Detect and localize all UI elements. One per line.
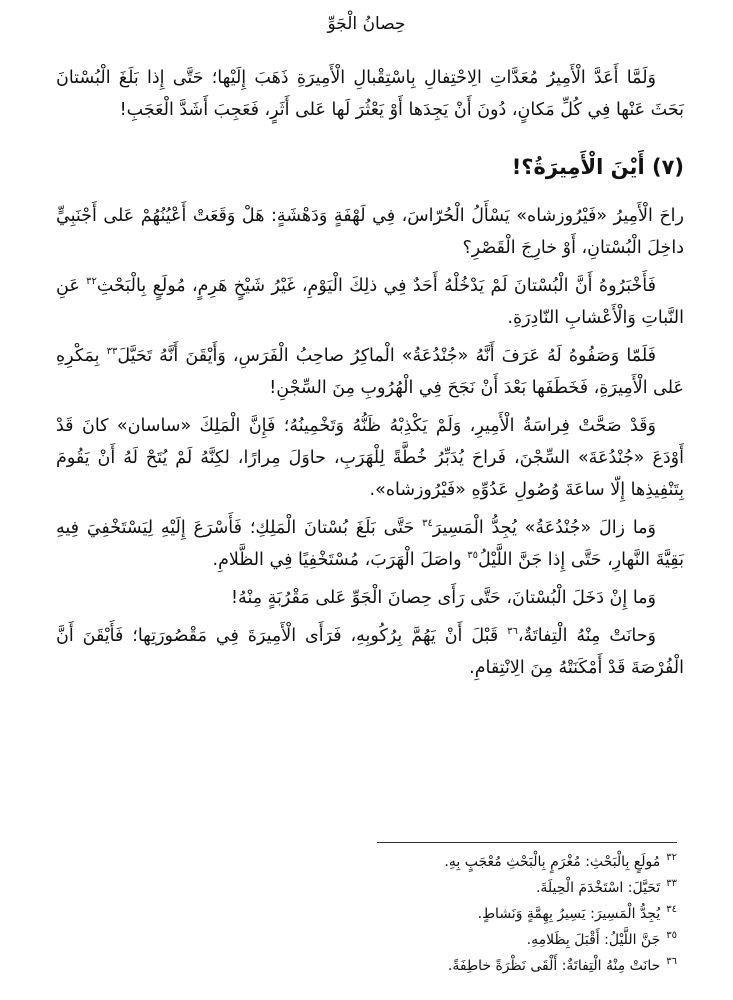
footnote-item: ٣٢مُولَعٍ بِالْبَحْثِ: مُغْرَمٍ بِالْبَحْثِ مُعْجَبٍ بِهِ. bbox=[444, 852, 677, 870]
paragraph-text: واصَلَ الْهَرَبَ، مُسْتَخْفِيًا فِي الظَّلامِ. bbox=[212, 550, 462, 570]
footnote-marker[interactable]: ٣٥ bbox=[467, 550, 478, 562]
paragraph bbox=[56, 62, 684, 126]
paragraph-text: بِمَكْرِهِ عَلى الْأَمِيرَةِ، فَخَطَفَها بَعْدَ أَنْ نَجَحَ فِي الْهُرُوبِ مِنَ السِّجْنِ! bbox=[56, 346, 684, 398]
paragraph-text: فَأَخْبَرُوهُ أَنَّ الْبُسْتانَ لَمْ يَدْخُلْهُ أَحَدٌ فِي ذلِكَ الْيَوْمِ، غَيْرُ شَيْخٍ هَرِمٍ، مُولَعٍ بِالْبَحْثِ bbox=[96, 276, 656, 296]
footnote-item: ٣٣تَحَيَّلَ: اسْتَخْدَمَ الْحِيلَةَ. bbox=[535, 878, 677, 896]
footnote-marker[interactable]: ٣٢ bbox=[86, 276, 97, 288]
paragraph-text: وَقَدْ صَحَّتْ فِراسَةُ الْأَمِيرِ، وَلَمْ يَكْذِبْهُ ظَنُّهُ وَتَخْمِينُهُ؛ فَإِنَّ الْمَلِكَ «ساسان» كانَ قَدْ أَوْدَعَ «جُنْدُعَةَ» السِّجْنَ، فَراحَ يُدَبِّرُ خُطَّةً لِلْهَرَبِ، حاوَلَ مِرارًا، لكِنَّهُ لَمْ يُتَحْ لَهُ أَنْ يَقُومَ بِتَنْفِيذِها إِلّا ساعَةَ وُصُولِ عَدُوِّهِ «فَيْرُوزشاه». bbox=[56, 416, 684, 500]
footnote-text: مُولَعٍ بِالْبَحْثِ: مُغْرَمٍ بِالْبَحْثِ مُعْجَبٍ بِهِ. bbox=[444, 854, 661, 870]
footnote-text: حانَتْ مِنْهُ الْتِفاتَةٌ: أَلْقَى نَظْرَةً خاطِفَةً. bbox=[447, 958, 661, 974]
footnote-divider bbox=[377, 842, 677, 843]
paragraph bbox=[56, 270, 684, 334]
paragraph-text: حَتَّى بَلَغَ بُسْتانَ الْمَلِكِ؛ فَأَسْرَعَ إِلَيْهِ لِيَسْتَخْفِيَ فِيهِ بَقِيَّةَ النَّهارِ، حَتَّى إِذا جَنَّ اللَّيْلُ bbox=[56, 518, 684, 570]
paragraph bbox=[56, 512, 684, 576]
footnote-marker[interactable]: ٣٦ bbox=[507, 626, 518, 638]
paragraph-text: وَما زالَ «جُنْدُعَةُ» يُجِدُّ الْمَسِيرَ bbox=[432, 518, 656, 538]
footnote-marker[interactable]: ٣٣ bbox=[106, 346, 118, 358]
footnote-item: ٣٤يُجِدُّ الْمَسِيرَ: يَسِيرُ بِهِمَّةٍ وَنَشاطٍ. bbox=[477, 904, 677, 922]
footnote-marker[interactable]: ٣٤ bbox=[422, 518, 433, 530]
paragraph bbox=[56, 582, 684, 614]
footnote-item: ٣٥جَنَّ اللَّيْلُ: أَقْبَلَ بِظَلامِهِ. bbox=[526, 930, 677, 948]
paragraph-text: فَلَمّا وَصَفُوهُ لَهُ عَرَفَ أَنَّهُ «جُنْدُعَةُ» الْماكِرُ صاحِبُ الْفَرَسِ، وَأَيْقَنَ أَنَّهُ تَحَيَّلَ bbox=[117, 346, 656, 366]
footnote-text: تَحَيَّلَ: اسْتَخْدَمَ الْحِيلَةَ. bbox=[535, 880, 661, 896]
paragraph bbox=[56, 410, 684, 506]
paragraph bbox=[56, 620, 684, 684]
paragraph bbox=[56, 340, 684, 404]
footnote-item: ٣٦حانَتْ مِنْهُ الْتِفاتَةٌ: أَلْقَى نَظْرَةً خاطِفَةً. bbox=[447, 956, 677, 974]
paragraph-text: وَلَمَّا أَعَدَّ الْأَمِيرُ مُعَدَّاتِ الِاحْتِفالِ بِاسْتِقْبالِ الْأَمِيرَةِ ذَهَبَ إِلَيْها؛ حَتَّى إِذا بَلَغَ الْبُسْتانَ بَحَثَ عَنْها فِي كُلِّ مَكانٍ، دُونَ أَنْ يَجِدَها أَوْ يَعْثُرَ لَها عَلى أَثَرٍ، فَعَجِبَ أَشَدَّ الْعَجَبِ! bbox=[56, 68, 684, 120]
footnotes bbox=[377, 842, 677, 979]
paragraph-text: وَما إِنْ دَخَلَ الْبُسْتانَ، حَتَّى رَأَى حِصانَ الْجَوِّ عَلى مَقْرُبَةٍ مِنْهُ! bbox=[231, 588, 656, 608]
footnote-text: يُجِدُّ الْمَسِيرَ: يَسِيرُ بِهِمَّةٍ وَنَشاطٍ. bbox=[477, 906, 661, 922]
chapter-heading: (٧) أَيْنَ الْأَمِيرَةُ؟! bbox=[511, 155, 684, 179]
paragraph-text: وَحانَتْ مِنْهُ الْتِفاتَةٌ، bbox=[517, 626, 656, 646]
paragraph-text: قَبْلَ أَنْ يَهُمَّ بِرُكُوبِهِ، فَرَأَى الْأَمِيرَةَ فِي مَقْصُورَتِها؛ فَأَيْقَنَ أَنَّ الْفُرْصَةَ قَدْ أَمْكَنَتْهُ مِنَ الِانْتِقامِ. bbox=[56, 626, 684, 678]
paragraph bbox=[56, 200, 684, 264]
paragraph-text: عَنِ النَّباتِ وَالْأَعْشابِ النّادِرَةِ. bbox=[56, 276, 684, 328]
body-text bbox=[56, 62, 684, 690]
paragraph-text: راحَ الْأَمِيرُ «فَيْرُوزشاه» يَسْأَلُ الْحُرّاسَ، فِي لَهْفَةٍ وَدَهْشَةٍ: هَلْ وَقَعَتْ أَعْيُنُهُمْ عَلى أَجْنَبِيٍّ داخِلَ الْبُسْتانِ، أَوْ خارِجَ الْقَصْرِ؟ bbox=[56, 206, 684, 258]
running-header: حِصانُ الْجَوِّ bbox=[327, 14, 406, 34]
footnote-text: جَنَّ اللَّيْلُ: أَقْبَلَ بِظَلامِهِ. bbox=[526, 932, 661, 948]
